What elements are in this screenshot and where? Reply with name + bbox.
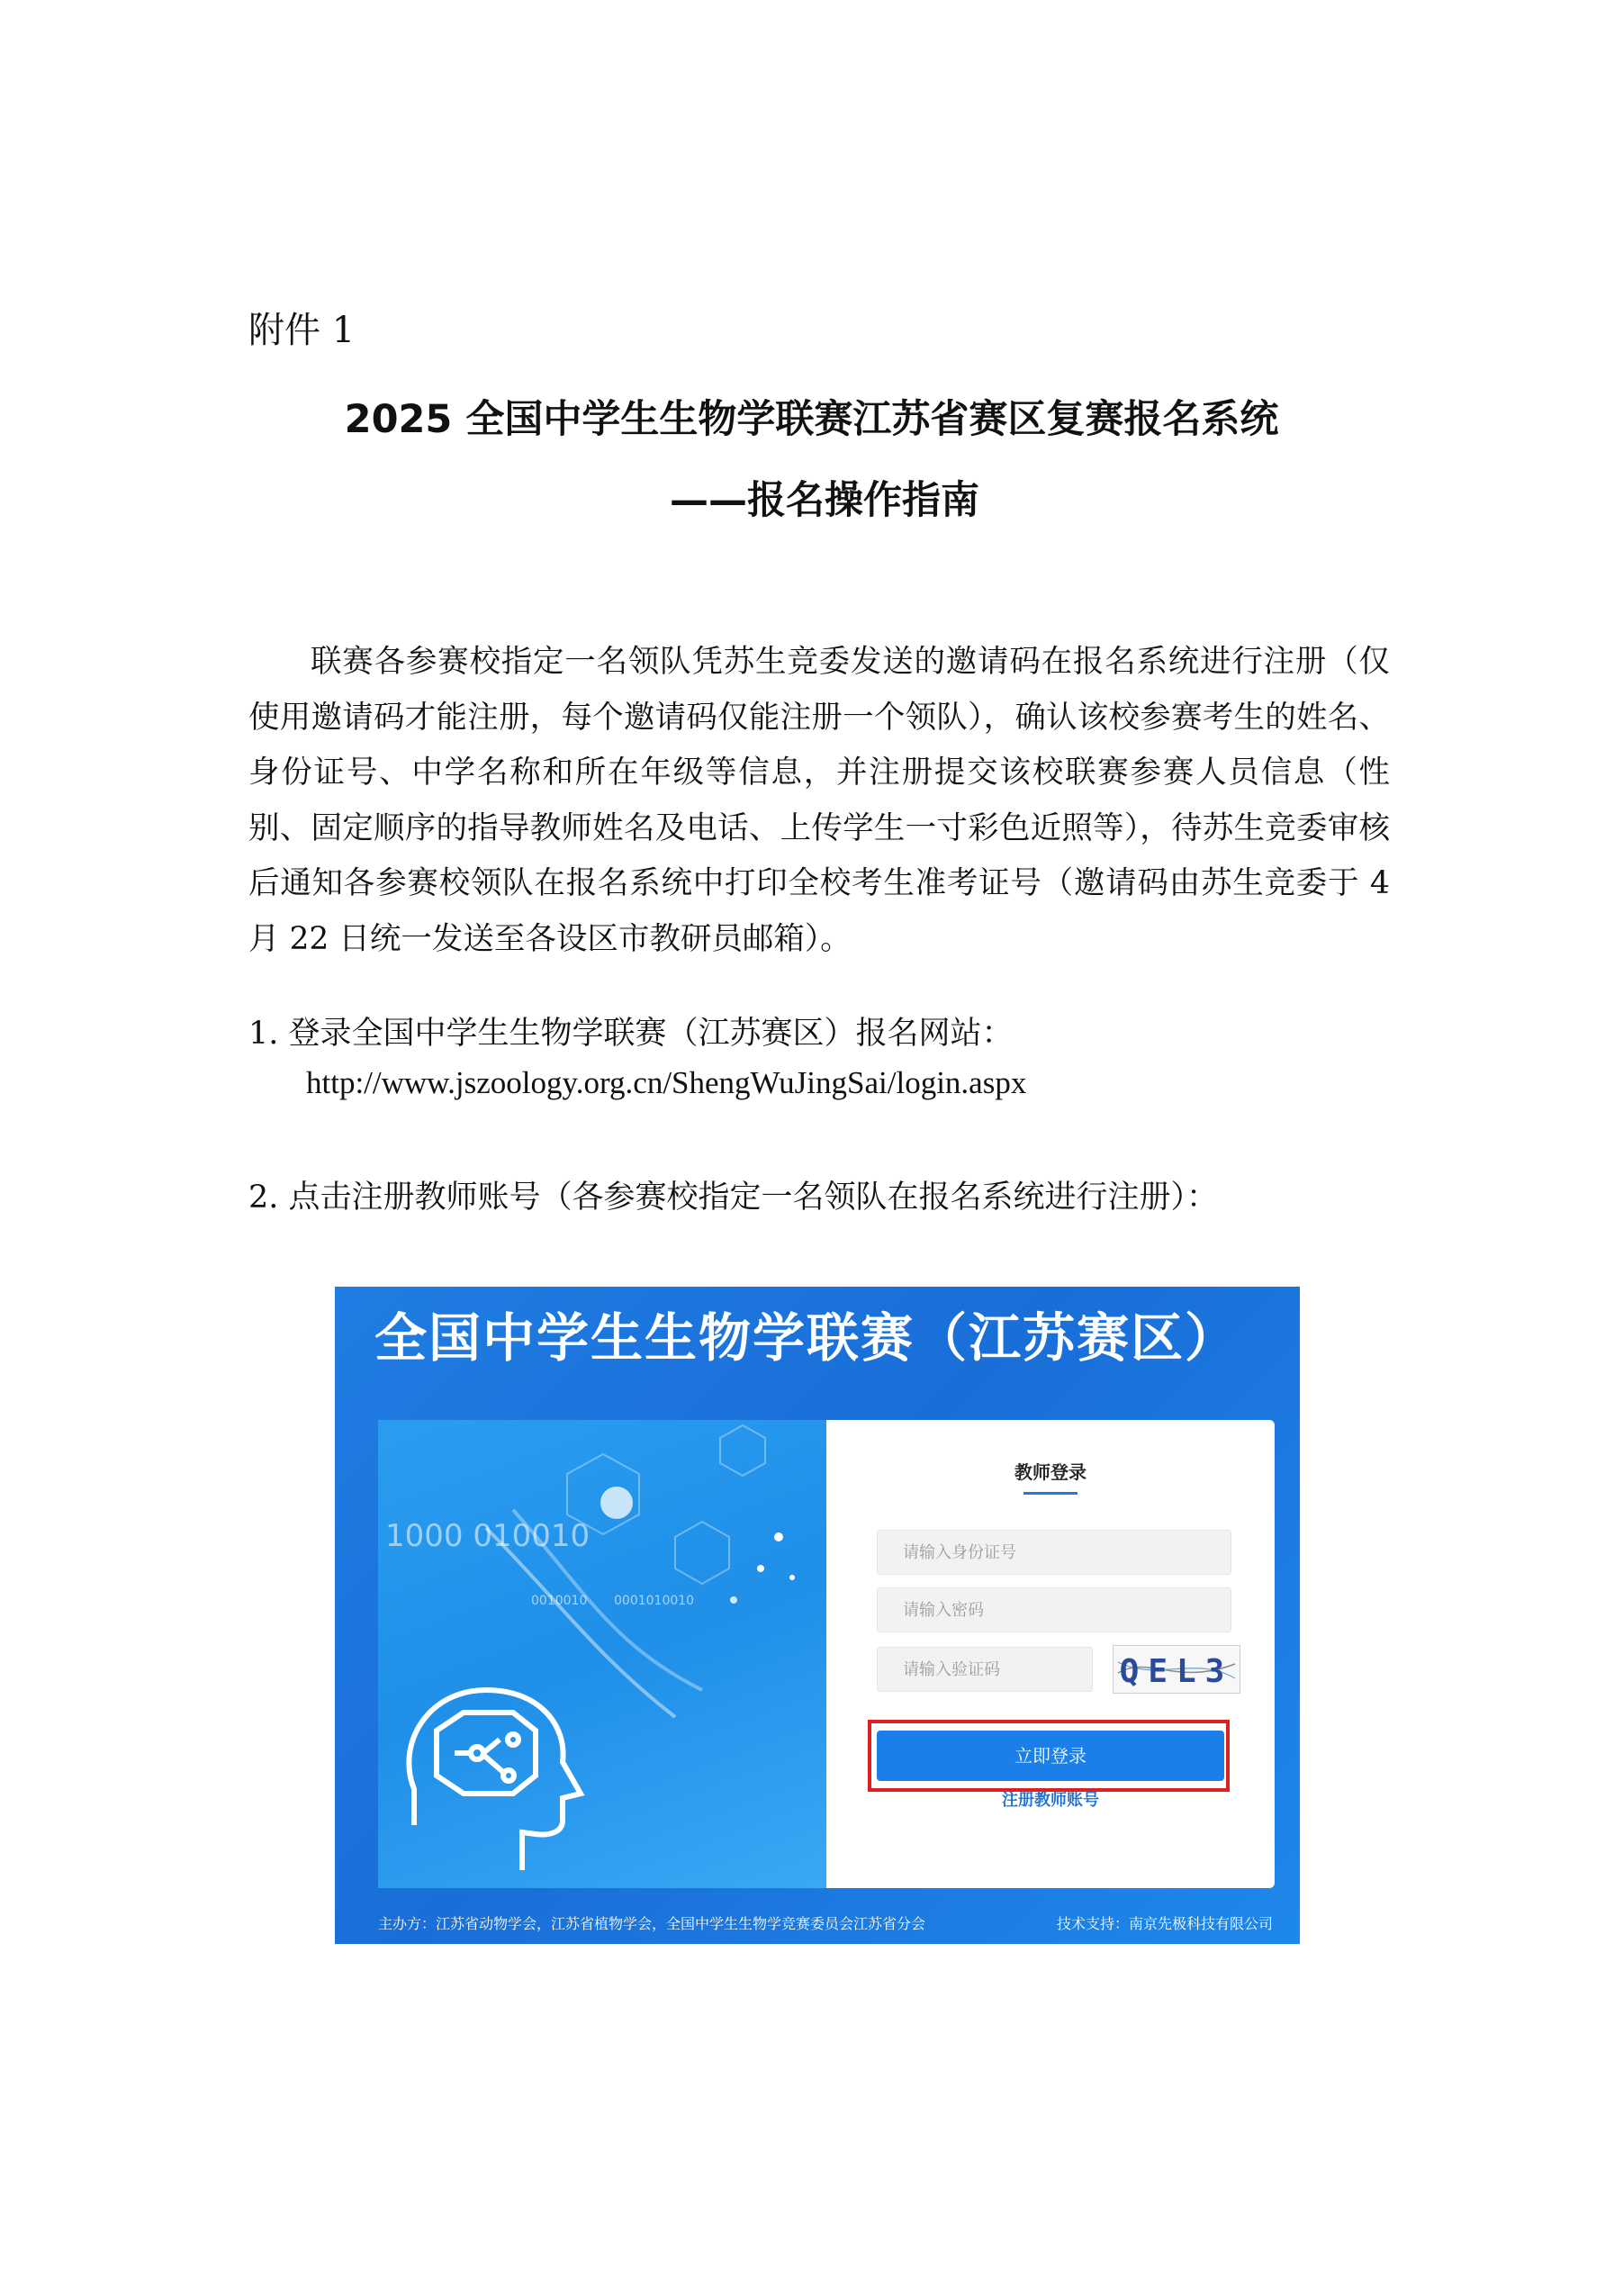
step-2-text: 2. 点击注册教师账号（各参赛校指定一名领队在报名系统进行注册）： (248, 1180, 1219, 1216)
login-heading: 教师登录 (1014, 1461, 1087, 1483)
binary-text-2: 0010010 (531, 1594, 588, 1608)
captcha-image[interactable] (1113, 1645, 1240, 1694)
binary-text-1: 1000 010010 (385, 1518, 591, 1554)
password-input[interactable]: 请输入密码 (877, 1587, 1231, 1632)
step-1-url[interactable]: http://www.jszoology.org.cn/ShengWuJingSai/login.aspx (306, 1065, 1027, 1100)
captcha-input[interactable]: 请输入验证码 (877, 1647, 1093, 1692)
intro-paragraph: 联赛各参赛校指定一名领队凭苏生竞委发送的邀请码在报名系统进行注册（仅使用邀请码才能注册，每个邀请码仅能注册一个领队），确认该校参赛考生的姓名、身份证号、中学名称和所在年级等信息，并注册提交该校联赛参赛人员信息（性别、固定顺序的指导教师姓名及电话、上传学生一寸彩色近照等），待苏生竞委审核后通知各参赛校领队在报名系统中打印全校考生准考证号（邀请码由苏生竞委于 4 月 22 日统一发送至各设区市教研员邮箱）。 (248, 644, 1390, 957)
document-subtitle: ——报名操作指南 (670, 478, 979, 523)
ai-head-icon (409, 1690, 581, 1870)
captcha-graphic (1114, 1646, 1240, 1693)
id-number-input[interactable]: 请输入身份证号 (877, 1530, 1231, 1575)
register-teacher-link[interactable]: 注册教师账号 (1002, 1791, 1099, 1810)
banner-graphic (378, 1420, 828, 1888)
login-button[interactable]: 立即登录 (877, 1731, 1224, 1781)
footer-organizers: 主办方：江苏省动物学会，江苏省植物学会，全国中学生生物学竞赛委员会江苏省分会 (378, 1915, 926, 1932)
footer-tech-support: 技术支持：南京先极科技有限公司 (1056, 1915, 1273, 1932)
attachment-label: 附件 1 (248, 310, 356, 351)
document-title: 2025 全国中学生生物学联赛江苏省赛区复赛报名系统 (344, 397, 1279, 442)
step-1-text: 1. 登录全国中学生生物学联赛（江苏赛区）报名网站： (248, 1016, 1014, 1052)
highlight-box (868, 1720, 1230, 1792)
login-page-screenshot (335, 1287, 1300, 1944)
binary-text-3: 0001010010 (614, 1594, 695, 1608)
site-title: 全国中学生生物学联赛（江苏赛区） (374, 1307, 1240, 1369)
login-panel (826, 1420, 1275, 1888)
login-heading-underline (1023, 1492, 1077, 1495)
banner-illustration (378, 1420, 828, 1888)
captcha-text: QEL3 (1119, 1653, 1234, 1690)
